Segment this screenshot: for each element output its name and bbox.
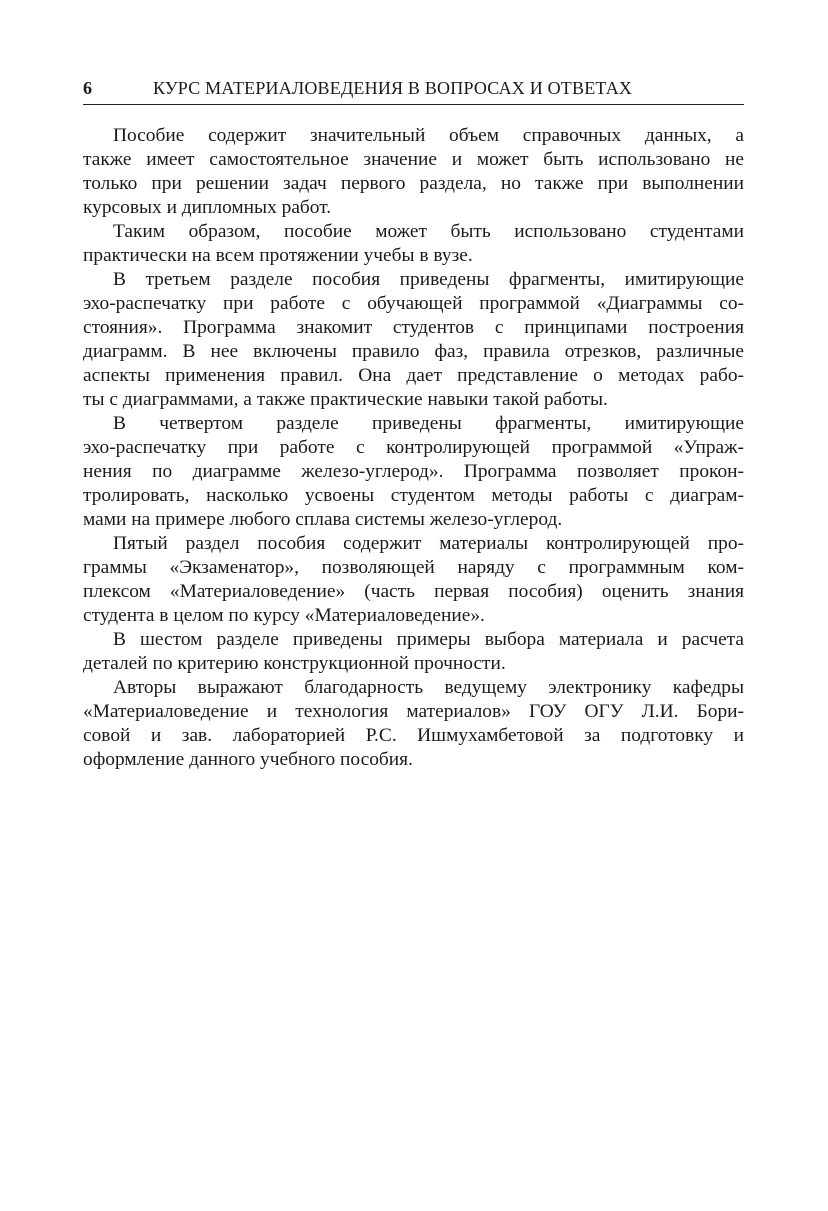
page-number: 6 (83, 78, 92, 98)
text-line: стояния». Программа знакомит студентов с принципами построения (83, 317, 744, 338)
text-line: граммы «Экзаменатор», позволяющей наряду с программным ком- (83, 557, 744, 578)
text-line: Пятый раздел пособия содержит материалы контролирующей про- (113, 533, 744, 554)
text-line: диаграмм. В нее включены правило фаз, правила отрезков, различные (83, 341, 744, 362)
text-line: Авторы выражают благодарность ведущему электронику кафедры (113, 677, 744, 698)
text-line: ты с диаграммами, а также практические навыки такой работы. (83, 389, 608, 410)
text-line: курсовых и дипломных работ. (83, 197, 332, 218)
text-line: плексом «Материаловедение» (часть первая пособия) оценить знания (83, 581, 744, 602)
text-line: практически на всем протяжении учебы в вузе. (83, 245, 473, 266)
text-line: Пособие содержит значительный объем справочных данных, а (113, 125, 744, 146)
running-title: КУРС МАТЕРИАЛОВЕДЕНИЯ В ВОПРОСАХ И ОТВЕТАХ (153, 78, 633, 98)
text-line: В шестом разделе приведены примеры выбора материала и расчета (113, 629, 744, 650)
text-line: эхо-распечатку при работе с обучающей программой «Диаграммы со- (83, 293, 744, 314)
text-line: нения по диаграмме железо-углерод». Программа позволяет прокон- (83, 461, 744, 482)
text-line: эхо-распечатку при работе с контролирующей программой «Упраж- (83, 437, 744, 458)
text-line: студента в целом по курсу «Материаловедение». (83, 605, 485, 626)
text-line: деталей по критерию конструкционной прочности. (83, 653, 506, 674)
text-line: только при решении задач первого раздела, но также при выполнении (83, 173, 744, 194)
text-line: мами на примере любого сплава системы железо-углерод. (83, 509, 563, 530)
text-line: также имеет самостоятельное значение и может быть использовано не (83, 149, 744, 170)
text-line: В четвертом разделе приведены фрагменты, имитирующие (113, 413, 744, 434)
text-line: аспекты применения правил. Она дает представление о методах рабо- (83, 365, 744, 386)
text-line: Таким образом, пособие может быть использовано студентами (113, 221, 744, 242)
text-line: «Материаловедение и технология материалов» ГОУ ОГУ Л.И. Бори- (83, 701, 744, 722)
text-line: тролировать, насколько усвоены студентом методы работы с диаграм- (83, 485, 744, 506)
text-line: В третьем разделе пособия приведены фрагменты, имитирующие (113, 269, 744, 290)
text-line: оформление данного учебного пособия. (83, 749, 413, 770)
page-header (83, 76, 744, 105)
text-line: совой и зав. лабораторией Р.С. Ишмухамбетовой за подготовку и (83, 725, 744, 746)
body-text (83, 124, 744, 772)
